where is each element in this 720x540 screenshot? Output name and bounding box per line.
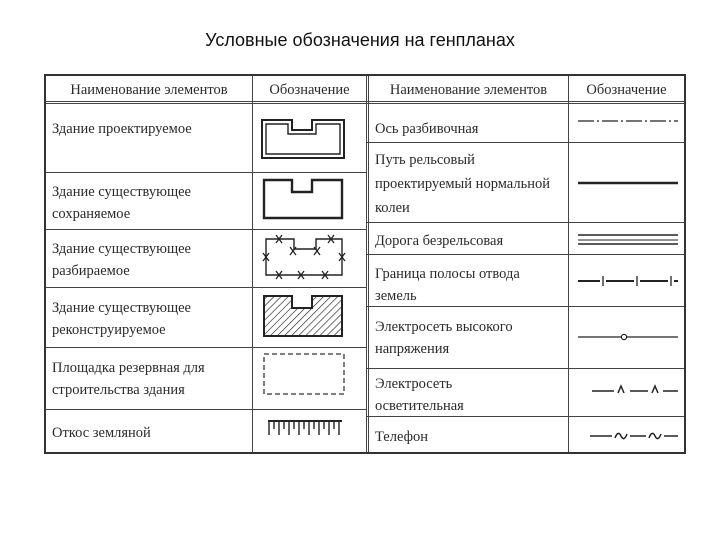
- column-divider: [252, 76, 253, 452]
- legend-name: Путь рельсовый проектируемый нормальной колеи: [375, 152, 550, 216]
- legend-name: Граница полосы отвода земель: [375, 266, 520, 304]
- building-reconstructed-icon: [262, 294, 348, 340]
- telephone-line-icon: [576, 428, 680, 444]
- column-divider: [568, 76, 569, 452]
- legend-name: Дорога безрельсовая: [375, 233, 504, 249]
- legend-name: Здание существующее сохраняемое: [52, 184, 191, 222]
- row-divider: [46, 172, 367, 173]
- building-designed-icon: [260, 118, 350, 162]
- legend-name: Здание существующее разбираемое: [52, 241, 191, 279]
- row-divider: [46, 229, 367, 230]
- building-preserved-icon: [262, 178, 348, 222]
- railway-line-icon: [576, 178, 680, 188]
- header-name-right: Наименование элементов: [389, 82, 548, 98]
- row-divider: [367, 222, 684, 223]
- row-divider: [46, 347, 367, 348]
- land-boundary-line-icon: [576, 274, 680, 288]
- header-name-left: Наименование элементов: [70, 82, 228, 98]
- row-divider: [46, 409, 367, 410]
- building-demolished-icon: [256, 233, 348, 281]
- reserve-site-icon: [262, 352, 348, 398]
- legend-name: Ось разбивочная: [375, 121, 479, 137]
- row-divider: [46, 287, 367, 288]
- legend-name: Площадка резервная для строительства здания: [52, 360, 205, 398]
- lighting-network-line-icon: [576, 382, 680, 396]
- legend-name: Здание проектируемое: [52, 121, 192, 137]
- legend-name: Телефон: [375, 429, 428, 445]
- legend-table: [44, 74, 686, 454]
- legend-name: Здание существующее реконструируемое: [52, 300, 191, 338]
- row-divider: [367, 254, 684, 255]
- high-voltage-line-icon: [576, 332, 680, 342]
- page-title: Условные обозначения на генпланах: [205, 30, 515, 50]
- row-divider: [367, 142, 684, 143]
- alignment-axis-line-icon: [576, 116, 680, 126]
- road-double-line-icon: [576, 231, 680, 247]
- header-symbol-left: Обозначение: [269, 82, 350, 98]
- header-divider: [46, 101, 684, 104]
- legend-name: Электросеть осветительная: [375, 376, 464, 414]
- legend-name: Откос земляной: [52, 425, 151, 441]
- row-divider: [367, 368, 684, 369]
- earth-slope-icon: [266, 419, 346, 441]
- legend-name: Электросеть высокого напряжения: [375, 319, 513, 357]
- header-symbol-right: Обозначение: [586, 82, 667, 98]
